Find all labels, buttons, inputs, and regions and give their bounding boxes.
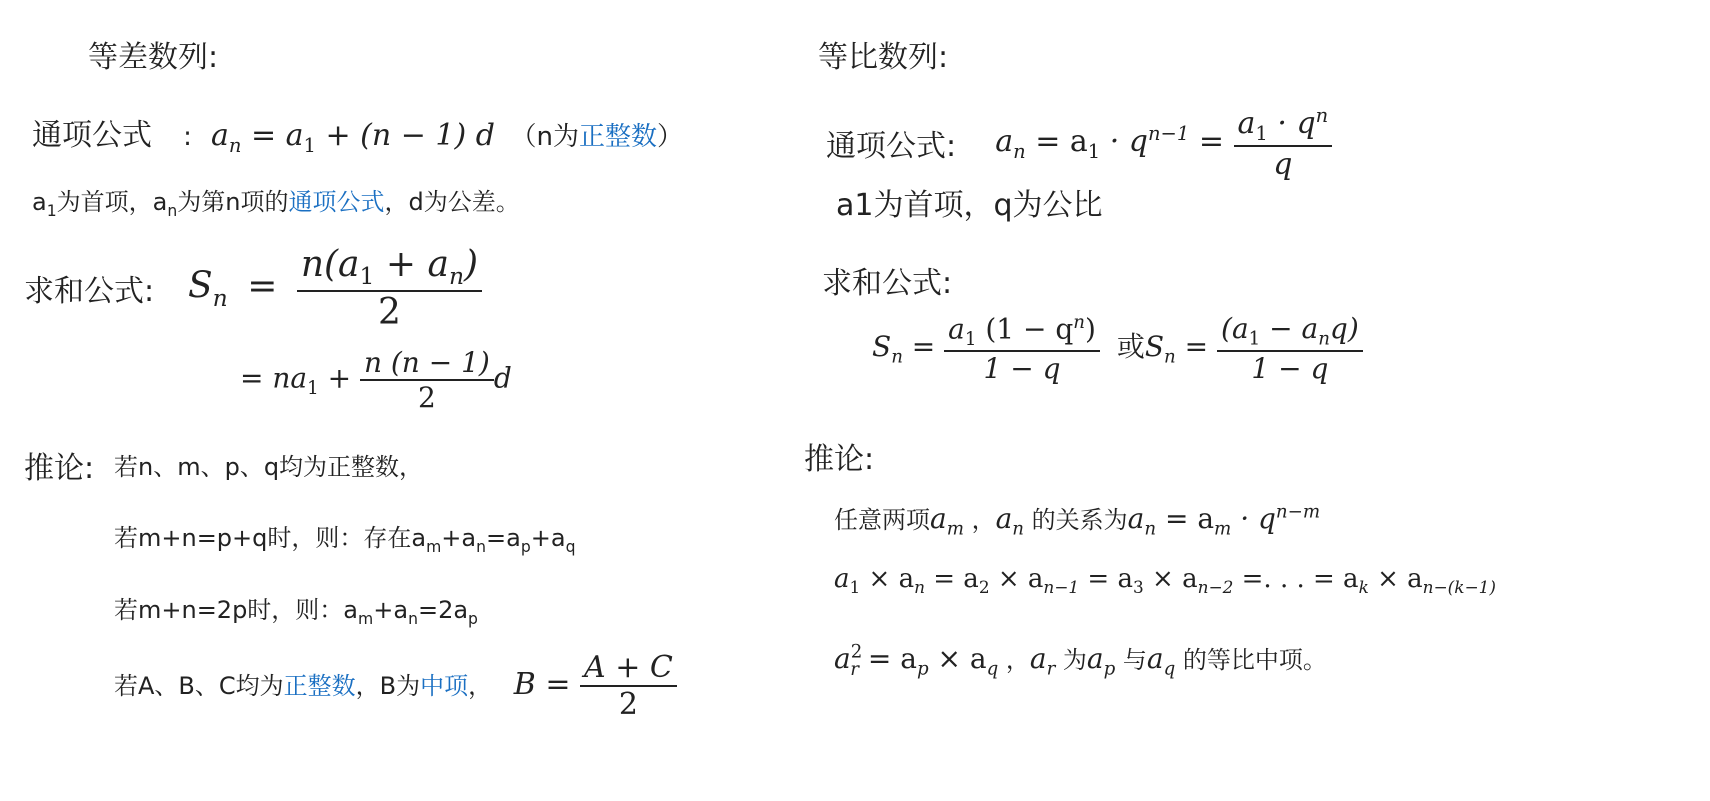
- arith-infer-4: 若A、B、C均为正整数，B为中项， B = $\frac{A + C}{2}$: [114, 650, 677, 722]
- geo-infer-3: $a^2_r = a_p \times a_q$ ，$a_r$ 为$a_p$ 与$a_q$ 的等比中项。: [834, 641, 1327, 680]
- arith-sum-formula: $S_n$ = $\frac{n(a_1 + a_n)}{2}$: [188, 244, 482, 333]
- geo-general-row: [826, 104, 1332, 182]
- geo-infer-1: 任意两项$a_m$ ，$a_n$ 的关系为$a_n = a_m \cdot q^{n-m}$: [834, 501, 1321, 540]
- geo-general-formula: $a_n = a_1 \cdot q^{n-1}$ = $\frac{a_1 \cdot q^n}{q}$: [995, 124, 1332, 159]
- arith-general-label: 通项公式: [32, 118, 152, 153]
- geo-general-fraction: $\frac{a_1 \cdot q^n}{q}$: [1234, 104, 1333, 182]
- geo-general-label: 通项公式:: [826, 129, 957, 164]
- arith-sum2-fraction: $\frac{n (n - 1)}{2}$: [360, 346, 494, 414]
- arith-general-formula: $a_n = a_1 + (n - 1)$ d: [210, 118, 495, 157]
- arith-desc: $a_1$为首项，$a_n$为第n项的通项公式，d为公差。: [32, 188, 520, 220]
- positive-integer-link[interactable]: 正整数: [578, 122, 657, 152]
- arith-infer-label: 推论:: [24, 451, 95, 486]
- positive-integer-link-2[interactable]: 正整数: [283, 672, 356, 700]
- arith-infer-3: 若m+n=2p时，则：$a_m+a_n=2a_p$: [114, 596, 478, 628]
- arith-b-fraction: $\frac{A + C}{2}$: [580, 650, 677, 722]
- geo-desc: a1为首项，q为公比: [836, 188, 1103, 223]
- geo-sum-formula: $S_n$ = $\frac{a_1 (1 - q^n)}{1 - q}$ 或$S_n$ = $\frac{(a_1 - a_nq)}{1 - q}$: [872, 312, 1363, 385]
- general-formula-link[interactable]: 通项公式: [288, 188, 385, 216]
- arith-infer-2: 若m+n=p+q时，则：存在$a_m+a_n=a_p+a_q$: [114, 524, 576, 556]
- arith-sum-label: 求和公式:: [24, 274, 155, 309]
- arith-general-note: （n为正整数）: [510, 122, 683, 152]
- arith-general-row: [32, 110, 683, 157]
- geo-sum-fraction-1: $\frac{a_1 (1 - q^n)}{1 - q}$: [944, 312, 1100, 385]
- arith-infer-1: 若n、m、p、q均为正整数，: [114, 453, 424, 481]
- arith-sum-formula-2: = $na_1$ + $\frac{n (n - 1)}{2}$ d: [240, 346, 512, 414]
- arith-title: 等差数列:: [88, 40, 219, 75]
- geo-sum-fraction-2: $\frac{(a_1 - a_nq)}{1 - q}$: [1217, 312, 1363, 385]
- arith-sum-fraction: $\frac{n(a_1 + a_n)}{2}$: [297, 244, 482, 333]
- middle-term-link[interactable]: 中项: [420, 672, 469, 700]
- geo-sum-label: 求和公式:: [822, 266, 953, 301]
- geo-infer-2: $a_1 \times a_n = a_2 \times a_{n-1} = a_3 \times a_{n-2}$ =. . . = $a_k \times a_{n-(k-1)}$: [834, 564, 1496, 598]
- geo-title: 等比数列:: [818, 40, 949, 75]
- arith-general-colon: :: [183, 122, 192, 152]
- geo-infer-label: 推论:: [804, 442, 875, 477]
